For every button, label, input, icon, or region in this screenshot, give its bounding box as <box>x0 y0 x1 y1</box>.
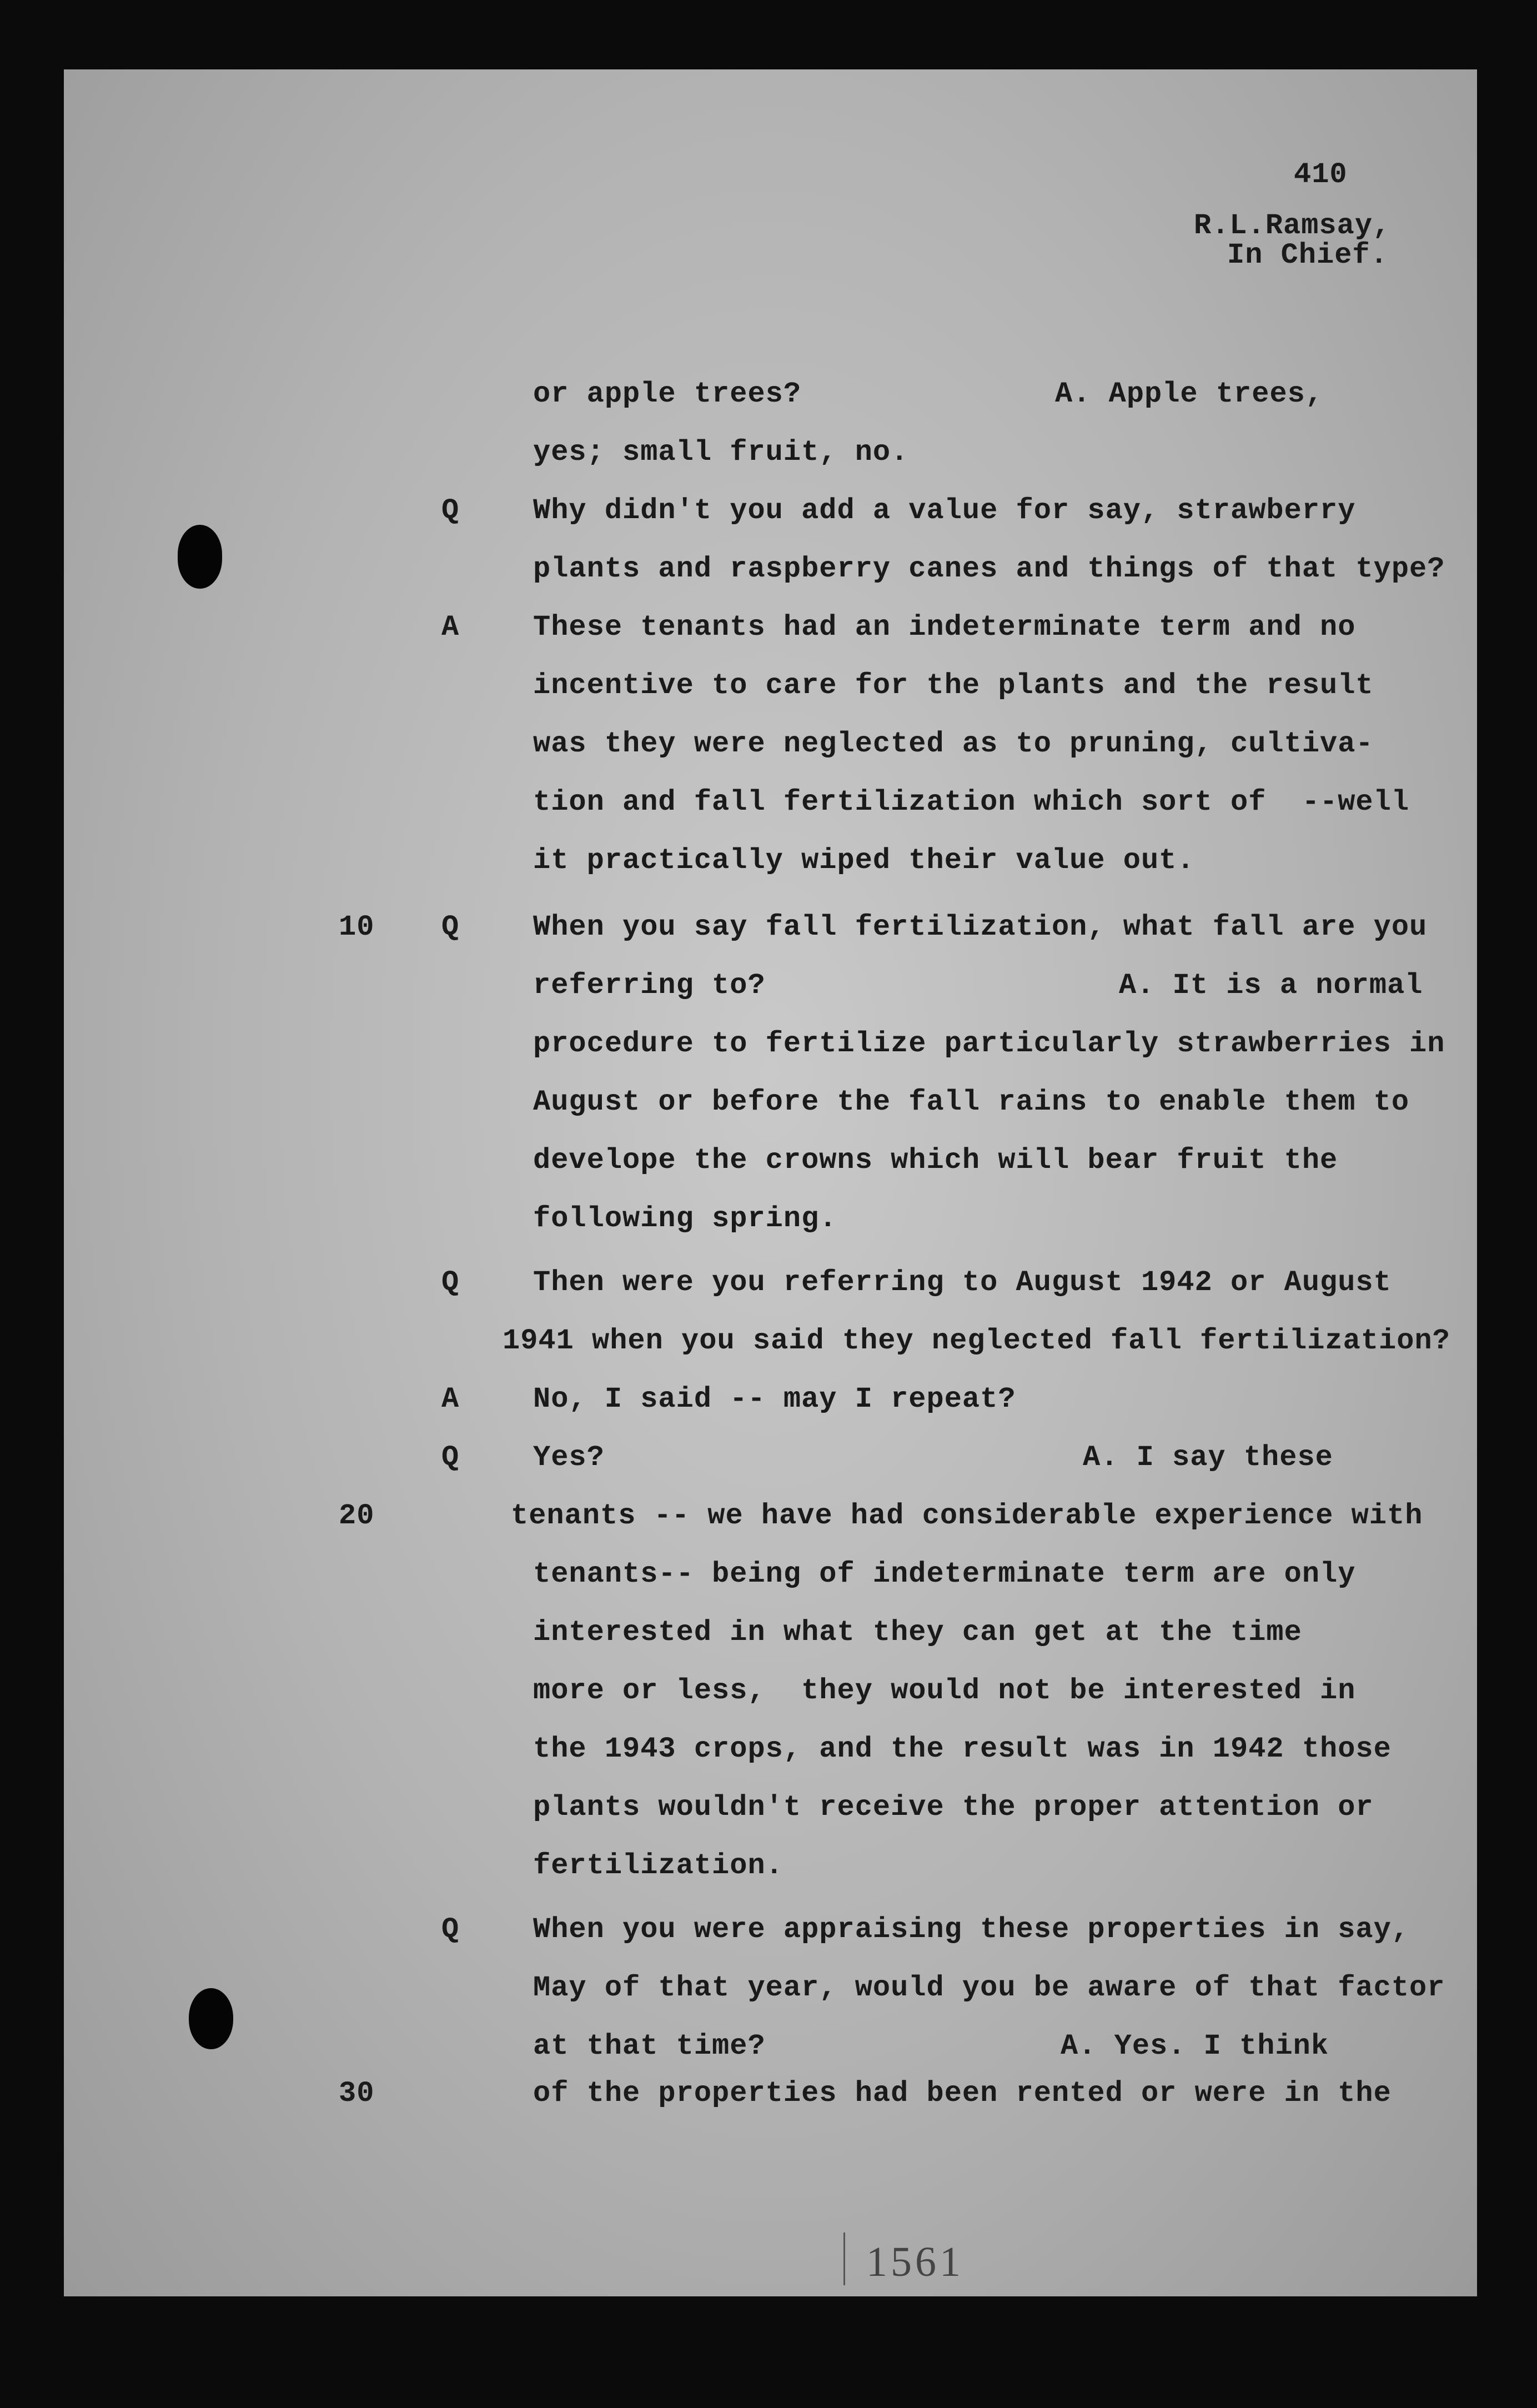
transcript-line: or apple trees? <box>533 378 802 410</box>
transcript-line: at that time? <box>533 2030 766 2063</box>
transcript-line: the 1943 crops, and the result was in 1942 those <box>533 1733 1392 1765</box>
punch-hole-top <box>178 525 222 589</box>
answer-inline: A. I say these <box>1083 1441 1333 1474</box>
transcript-line: 1941 when you said they neglected fall fertilization? <box>503 1325 1450 1357</box>
witness-name: R.L.Ramsay, <box>1194 209 1391 242</box>
answer-inline: A. It is a normal <box>1119 969 1423 1002</box>
transcript-line: plants wouldn't receive the proper attention or <box>533 1791 1374 1824</box>
transcript-line: procedure to fertilize particularly strawberries in <box>533 1027 1445 1060</box>
speaker-marker: Q <box>441 1913 460 1946</box>
stamp-divider <box>843 2233 845 2285</box>
transcript-line: interested in what they can get at the time <box>533 1616 1302 1649</box>
transcript-line: No, I said -- may I repeat? <box>533 1383 1016 1416</box>
transcript-line: referring to? <box>533 969 766 1002</box>
transcript-line: Yes? <box>533 1441 605 1474</box>
margin-line-number: 20 <box>339 1499 375 1532</box>
transcript-line: following spring. <box>533 1202 837 1235</box>
speaker-marker: Q <box>441 494 460 527</box>
transcript-line: of the properties had been rented or were in the <box>533 2077 1392 2110</box>
examination-type: In Chief. <box>1227 239 1388 272</box>
answer-inline: A. Yes. I think <box>1061 2030 1329 2063</box>
punch-hole-bottom <box>189 1988 233 2049</box>
transcript-line: When you were appraising these properties in say, <box>533 1913 1410 1946</box>
transcript-page <box>64 69 1477 2296</box>
transcript-line: develope the crowns which will bear fruit the <box>533 1144 1338 1177</box>
document-stamp-number: 1561 <box>866 2239 964 2285</box>
transcript-line: tenants -- we have had considerable experience with <box>511 1499 1423 1532</box>
speaker-marker: Q <box>441 911 460 944</box>
speaker-marker: A <box>441 611 460 644</box>
transcript-line: These tenants had an indeterminate term and no <box>533 611 1356 644</box>
transcript-line: fertilization. <box>533 1849 783 1882</box>
transcript-line: tion and fall fertilization which sort of --well <box>533 786 1410 819</box>
transcript-line: it practically wiped their value out. <box>533 844 1195 877</box>
transcript-line: Then were you referring to August 1942 or August <box>533 1266 1392 1299</box>
transcript-line: Why didn't you add a value for say, strawberry <box>533 494 1356 527</box>
margin-line-number: 10 <box>339 911 375 944</box>
transcript-line: tenants-- being of indeterminate term are only <box>533 1558 1356 1591</box>
transcript-line: incentive to care for the plants and the result <box>533 669 1374 702</box>
speaker-marker: A <box>441 1383 460 1416</box>
transcript-line: yes; small fruit, no. <box>533 436 909 469</box>
speaker-marker: Q <box>441 1266 460 1299</box>
transcript-line: plants and raspberry canes and things of that type? <box>533 553 1445 585</box>
answer-inline: A. Apple trees, <box>1055 378 1324 410</box>
page-number: 410 <box>1294 158 1348 191</box>
transcript-line: more or less, they would not be interested in <box>533 1674 1356 1707</box>
margin-line-number: 30 <box>339 2077 375 2110</box>
transcript-line: May of that year, would you be aware of that factor <box>533 1971 1445 2004</box>
transcript-line: August or before the fall rains to enable them to <box>533 1086 1410 1118</box>
transcript-line: When you say fall fertilization, what fall are you <box>533 911 1428 944</box>
speaker-marker: Q <box>441 1441 460 1474</box>
transcript-line: was they were neglected as to pruning, cultiva- <box>533 728 1374 760</box>
